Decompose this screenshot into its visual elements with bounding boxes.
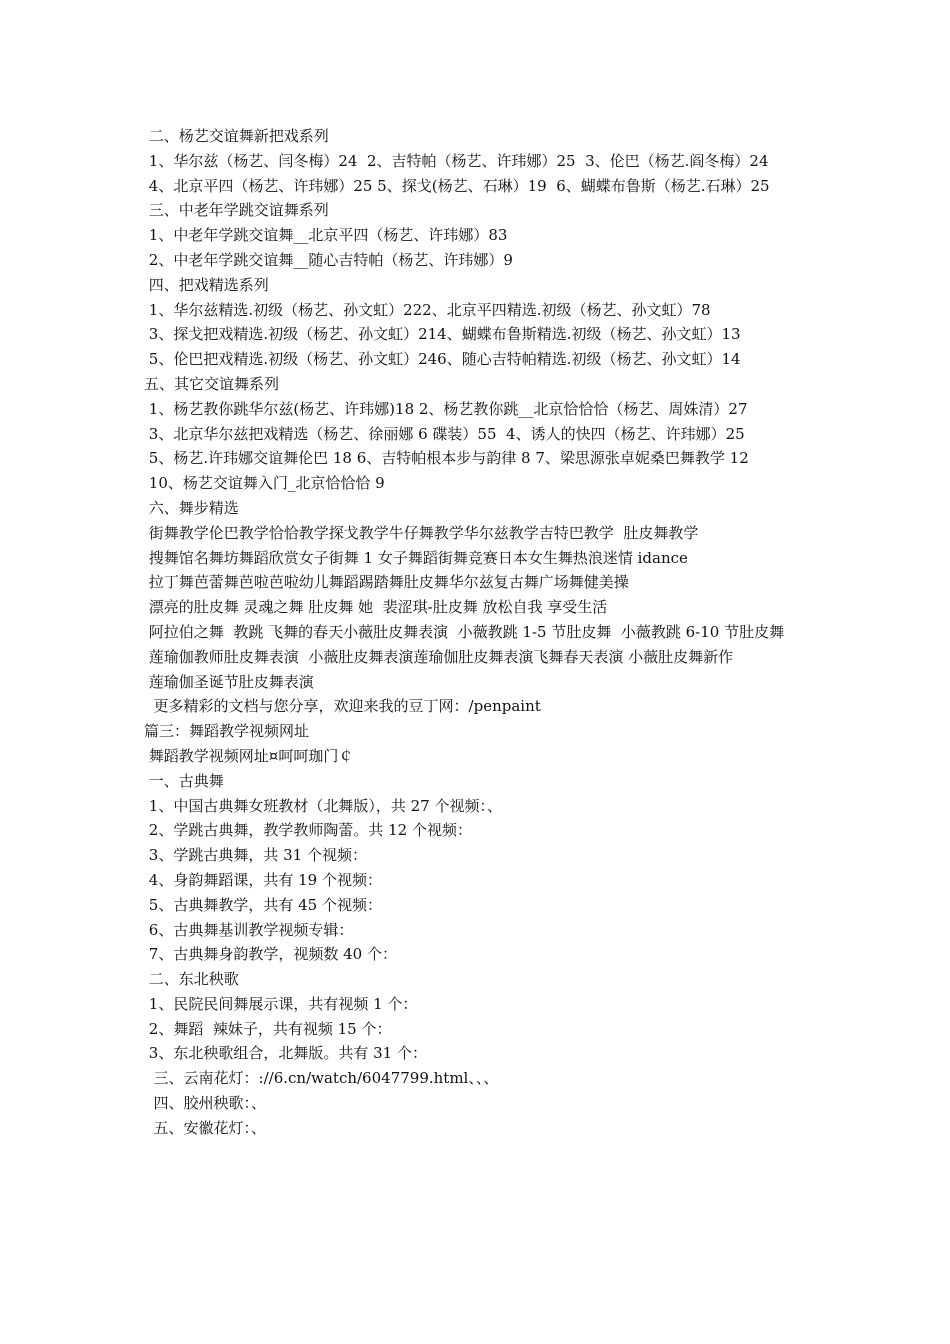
document-page <box>144 124 810 1141</box>
text-line: 4、身韵舞蹈课，共有 19 个视频： <box>144 870 382 889</box>
section-heading: 五、其它交谊舞系列 <box>144 374 280 393</box>
article-title: 篇三：舞蹈教学视频网址 <box>144 722 310 741</box>
text-line: 拉丁舞芭蕾舞芭啦芭啦幼儿舞蹈踢踏舞肚皮舞华尔兹复古舞广场舞健美操 <box>144 573 629 592</box>
text-line: 5、杨艺.许玮娜交谊舞伦巴 18 6、吉特帕根本步与韵律 8 7、梁思源张卓妮桑巴舞教学 12 <box>144 449 749 468</box>
section-heading: 二、杨艺交谊舞新把戏系列 <box>144 127 329 145</box>
text-line: 2、舞蹈 辣妹子，共有视频 15 个： <box>144 1019 392 1038</box>
text-line: 1、杨艺教你跳华尔兹(杨艺、许玮娜)18 2、杨艺教你跳__北京恰恰恰（杨艺、周姝清）27 <box>144 399 748 418</box>
text-line: 四、胶州秧歌：、 <box>144 1094 267 1113</box>
text-line: 4、北京平四（杨艺、许玮娜）25 5、探戈(杨艺、石琳）19 6、蝴蝶布鲁斯（杨艺.石琳）25 <box>144 176 770 195</box>
text-line: 3、探戈把戏精选.初级（杨艺、孙文虹）214、蝴蝶布鲁斯精选.初级（杨艺、孙文虹）13 <box>144 325 741 344</box>
text-line: 更多精彩的文档与您分享，欢迎来我的豆丁网：/penpaint <box>144 697 541 716</box>
text-line: 舞蹈教学视频网址¤呵呵珈门￠ <box>144 746 354 765</box>
text-line: 3、北京华尔兹把戏精选（杨艺、徐丽娜 6 碟装）55 4、诱人的快四（杨艺、许玮娜）25 <box>144 424 745 443</box>
text-line: 5、古典舞教学，共有 45 个视频： <box>144 895 382 914</box>
text-line: 1、中老年学跳交谊舞__北京平四（杨艺、许玮娜）83 <box>144 226 508 245</box>
text-line: 2、学跳古典舞，教学教师陶蕾。共 12 个视频： <box>144 821 472 840</box>
text-line: 1、中国古典舞女班教材（北舞版），共 27 个视频：、 <box>144 796 502 815</box>
text-line: 阿拉伯之舞 教跳 飞舞的春天小薇肚皮舞表演 小薇教跳 1-5 节肚皮舞 小薇教跳 6-10 节肚皮舞 <box>144 622 785 641</box>
text-line: 1、华尔兹精选.初级（杨艺、孙文虹）222、北京平四精选.初级（杨艺、孙文虹）78 <box>144 300 711 319</box>
text-line: 7、古典舞身韵教学，视频数 40 个： <box>144 945 397 964</box>
text-line: 2、中老年学跳交谊舞__随心吉特帕（杨艺、许玮娜）9 <box>144 250 513 269</box>
section-heading: 三、中老年学跳交谊舞系列 <box>144 201 329 220</box>
section-heading: 六、舞步精选 <box>144 498 239 517</box>
text-line: 莲瑜伽教师肚皮舞表演 小薇肚皮舞表演莲瑜伽肚皮舞表演飞舞春天表演 小薇肚皮舞新作 <box>144 647 734 666</box>
text-line: 搜舞馆名舞坊舞蹈欣赏女子街舞 1 女子舞蹈街舞竞赛日本女生舞热浪迷情 idance <box>144 548 688 567</box>
text-line: 3、学跳古典舞，共 31 个视频： <box>144 846 367 865</box>
text-line: 10、杨艺交谊舞入门_北京恰恰恰 9 <box>144 474 385 493</box>
section-heading: 四、把戏精选系列 <box>144 275 269 294</box>
text-line: 街舞教学伦巴教学恰恰教学探戈教学牛仔舞教学华尔兹教学吉特巴教学 肚皮舞教学 <box>144 523 699 542</box>
text-line: 三、云南花灯：://6.cn/watch/6047799.html、、、 <box>144 1069 499 1088</box>
text-line: 5、伦巴把戏精选.初级（杨艺、孙文虹）246、随心吉特帕精选.初级（杨艺、孙文虹）14 <box>144 350 741 369</box>
text-line: 3、东北秧歌组合，北舞版。共有 31 个： <box>144 1044 427 1063</box>
text-line: 漂亮的肚皮舞 灵魂之舞 肚皮舞 她 裴涩琪-肚皮舞 放松自我 享受生活 <box>144 598 608 617</box>
section-heading: 一、古典舞 <box>144 771 224 790</box>
text-line: 1、华尔兹（杨艺、闫冬梅）24 2、吉特帕（杨艺、许玮娜）25 3、伦巴（杨艺.阎冬梅）24 <box>144 151 769 170</box>
text-line: 莲瑜伽圣诞节肚皮舞表演 <box>144 672 314 691</box>
text-line: 五、安徽花灯：、 <box>144 1118 267 1137</box>
text-line: 6、古典舞基训教学视频专辑： <box>144 920 354 939</box>
text-line: 1、民院民间舞展示课，共有视频 1 个： <box>144 994 418 1013</box>
section-heading: 二、东北秧歌 <box>144 970 239 989</box>
